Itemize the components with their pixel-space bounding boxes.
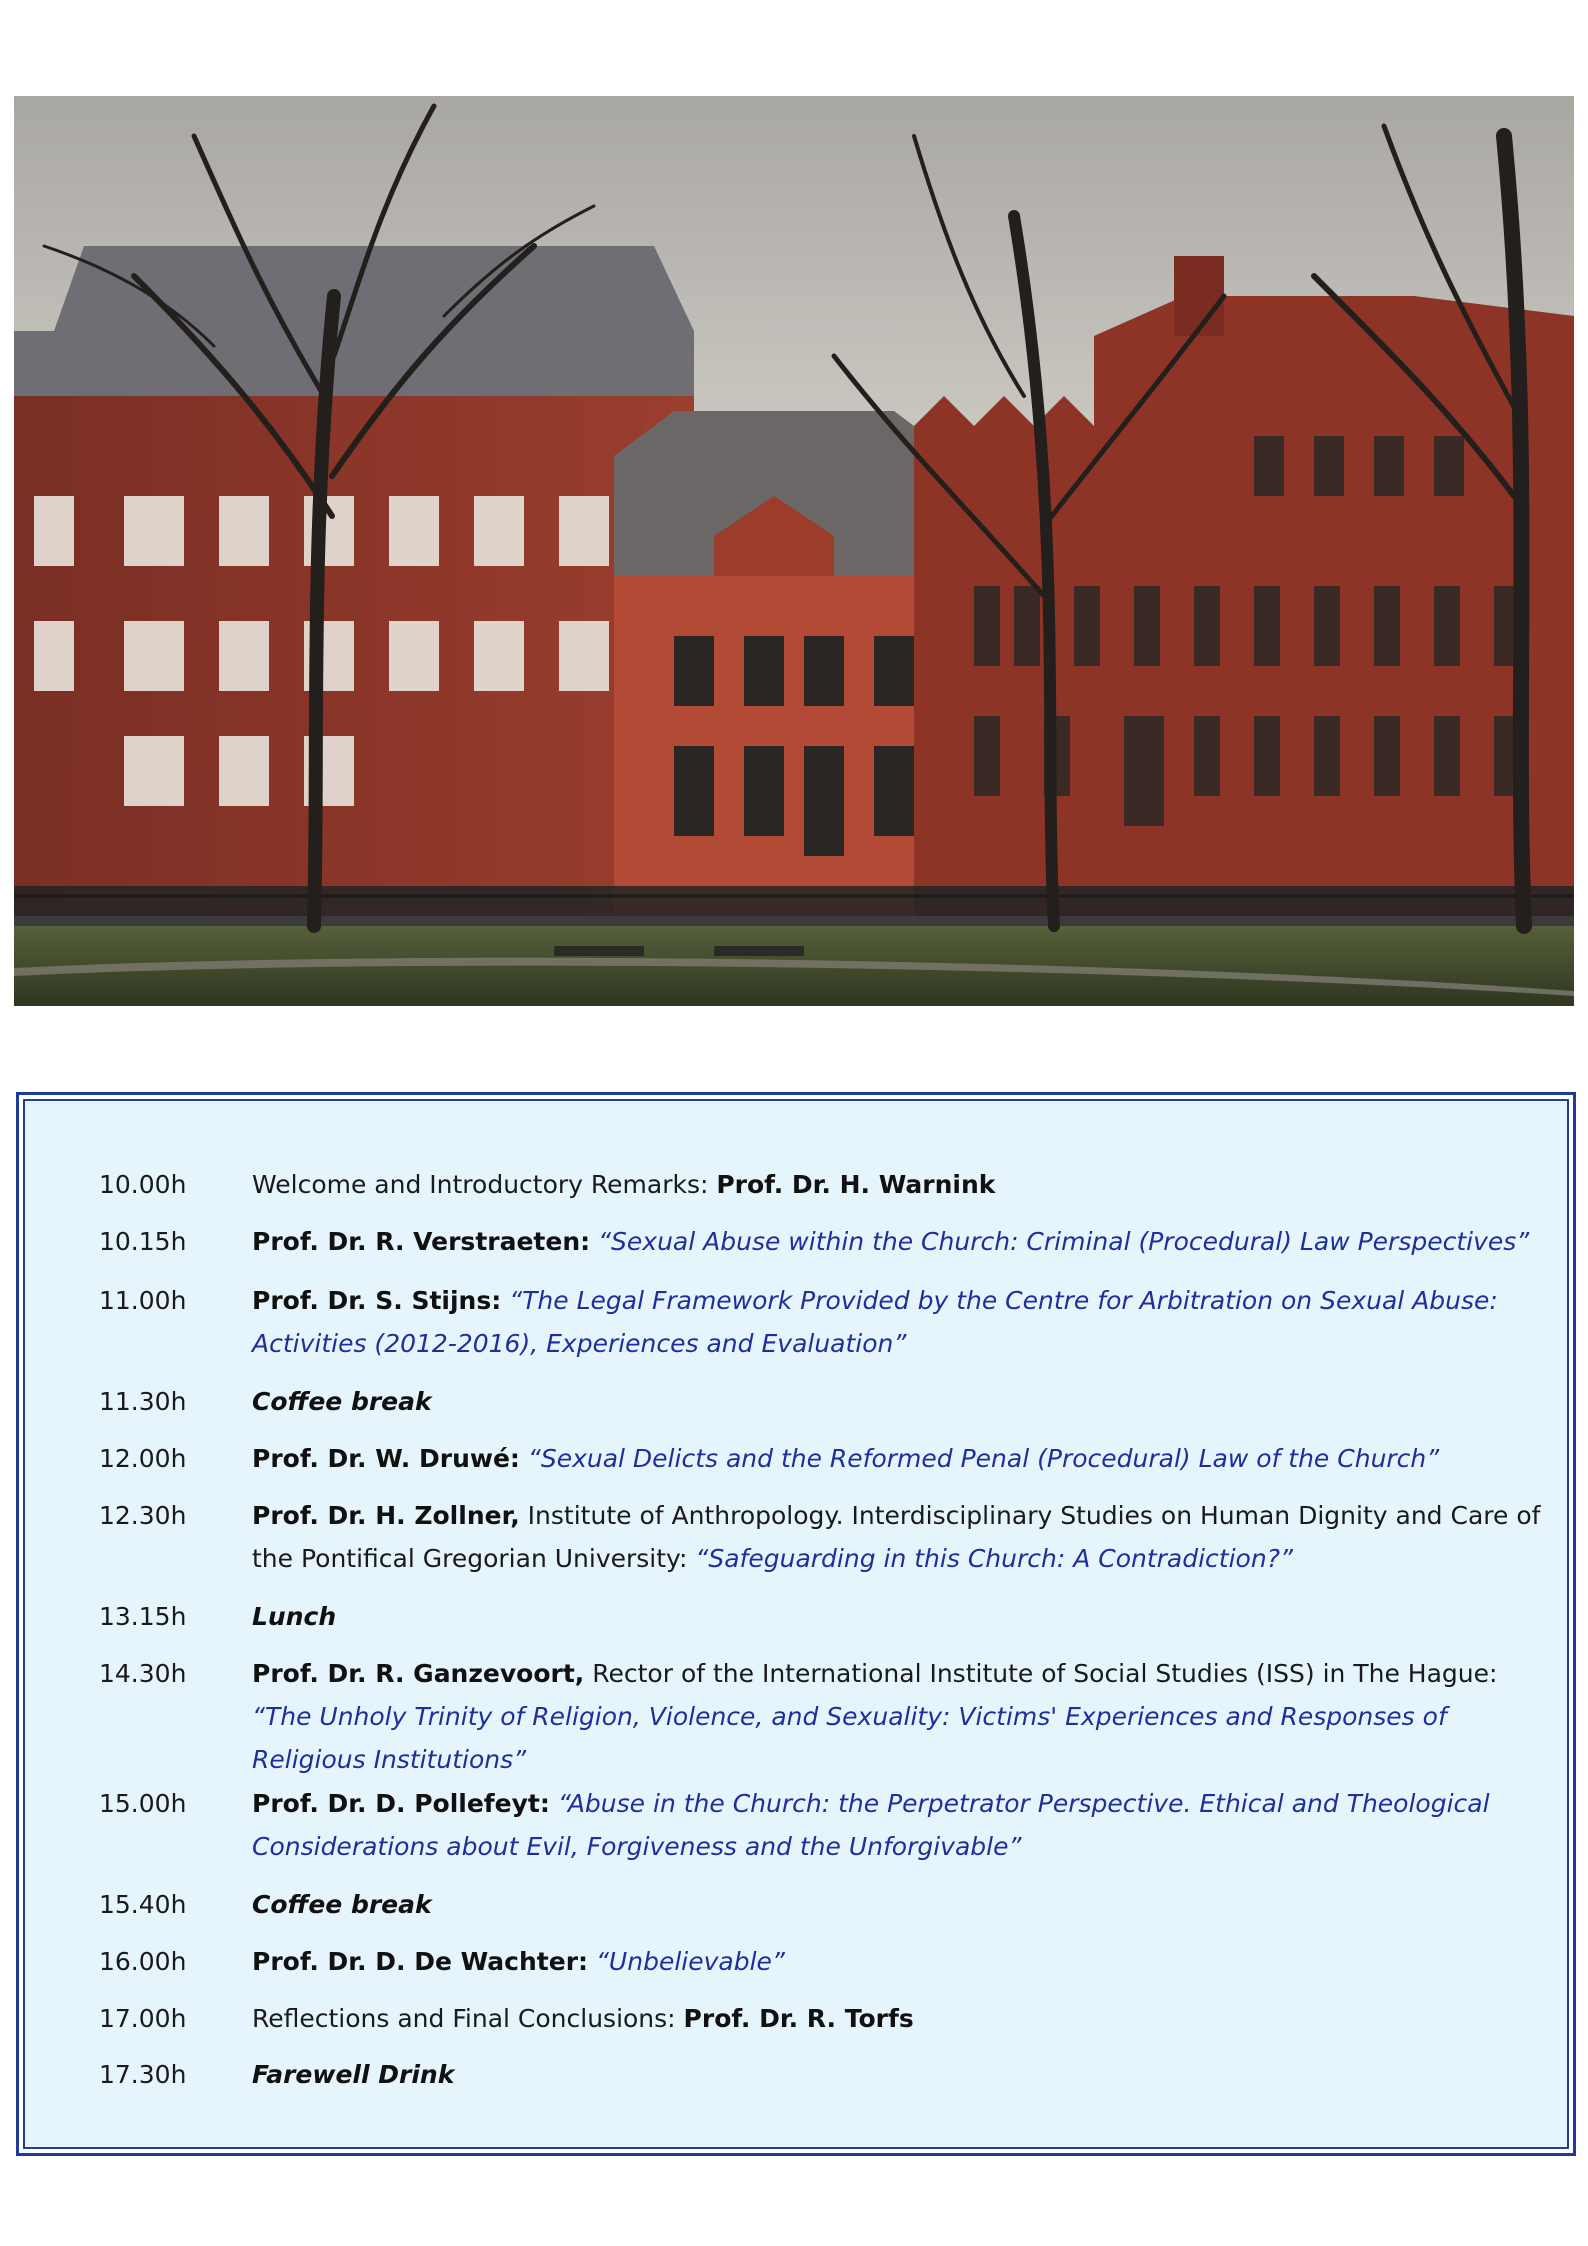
speaker-name: Prof. Dr. D. De Wachter: xyxy=(252,1947,589,1976)
schedule-time: 17.30h xyxy=(99,2060,187,2089)
talk-title: “Sexual Abuse within the Church: Criminal (Procedural) Law Perspectives” xyxy=(598,1227,1530,1256)
entry-description xyxy=(590,1227,598,1256)
schedule-entry xyxy=(252,1163,1552,1206)
schedule-time: 15.40h xyxy=(99,1890,187,1919)
schedule-time: 13.15h xyxy=(99,1602,187,1631)
speaker-name: Prof. Dr. H. Zollner, xyxy=(252,1501,520,1530)
talk-title: “Sexual Delicts and the Reformed Penal (Procedural) Law of the Church” xyxy=(527,1444,1440,1473)
entry-description: Rector of the International Institute of Social Studies (ISS) in The Hague: xyxy=(584,1659,1498,1688)
speaker-name: Prof. Dr. R. Ganzevoort, xyxy=(252,1659,585,1688)
entry-description xyxy=(501,1286,509,1315)
header-photo xyxy=(14,96,1574,1006)
entry-description: Institute of Anthropology. Interdisciplinary Studies on Human Dignity and Care of the Pontifical Gregorian University: xyxy=(252,1501,1541,1573)
speaker-name: Prof. Dr. W. Druwé: xyxy=(252,1444,520,1473)
entry-description xyxy=(588,1947,596,1976)
speaker-name: Prof. Dr. S. Stijns: xyxy=(252,1286,502,1315)
talk-title: “Unbelievable” xyxy=(595,1947,785,1976)
speaker-name: Prof. Dr. H. Warnink xyxy=(716,1170,996,1199)
speaker-name: Prof. Dr. R. Torfs xyxy=(683,2004,914,2033)
schedule-break: Farewell Drink xyxy=(252,2060,455,2089)
speaker-name: Prof. Dr. R. Verstraeten: xyxy=(252,1227,591,1256)
schedule-time: 15.00h xyxy=(99,1789,187,1818)
schedule-entry xyxy=(252,1652,1552,1781)
entry-prefix: Welcome and Introductory Remarks: xyxy=(252,1170,717,1199)
schedule-break: Coffee break xyxy=(252,1387,432,1416)
schedule-time: 16.00h xyxy=(99,1947,187,1976)
schedule-entry xyxy=(252,2053,1552,2096)
university-buildings-photo xyxy=(14,96,1574,1006)
schedule-time: 10.00h xyxy=(99,1170,187,1199)
schedule-break: Lunch xyxy=(252,1602,337,1631)
schedule-entry xyxy=(252,1883,1552,1926)
schedule-entry xyxy=(252,1595,1552,1638)
schedule-entry xyxy=(252,1279,1552,1365)
talk-title: “The Legal Framework Provided by the Centre for Arbitration on Sexual Abuse: Activities (2012-2016), Experiences and Evaluation” xyxy=(252,1286,1498,1358)
schedule-entry xyxy=(252,1940,1552,1983)
speaker-name: Prof. Dr. D. Pollefeyt: xyxy=(252,1789,550,1818)
entry-description xyxy=(520,1444,528,1473)
schedule-entry xyxy=(252,1997,1552,2040)
schedule-time: 10.15h xyxy=(99,1227,187,1256)
schedule-time: 11.00h xyxy=(99,1286,187,1315)
schedule-time: 17.00h xyxy=(99,2004,187,2033)
entry-description xyxy=(550,1789,558,1818)
schedule-time: 12.30h xyxy=(99,1501,187,1530)
schedule-time: 14.30h xyxy=(99,1659,187,1688)
schedule-time: 12.00h xyxy=(99,1444,187,1473)
schedule-time: 11.30h xyxy=(99,1387,187,1416)
entry-prefix: Reflections and Final Conclusions: xyxy=(252,2004,684,2033)
schedule-entry xyxy=(252,1782,1552,1868)
talk-title: “Abuse in the Church: the Perpetrator Perspective. Ethical and Theological Considerations about Evil, Forgiveness and the Unforgivable” xyxy=(252,1789,1490,1861)
schedule-entry xyxy=(252,1220,1552,1263)
talk-title: “The Unholy Trinity of Religion, Violence, and Sexuality: Victims' Experiences and Responses of Religious Institutions” xyxy=(252,1702,1447,1774)
program-box xyxy=(16,1092,1576,2156)
schedule-break: Coffee break xyxy=(252,1890,432,1919)
talk-title: “Safeguarding in this Church: A Contradiction?” xyxy=(695,1544,1293,1573)
schedule-entry xyxy=(252,1494,1552,1580)
schedule-entry xyxy=(252,1380,1552,1423)
schedule-entry xyxy=(252,1437,1552,1480)
